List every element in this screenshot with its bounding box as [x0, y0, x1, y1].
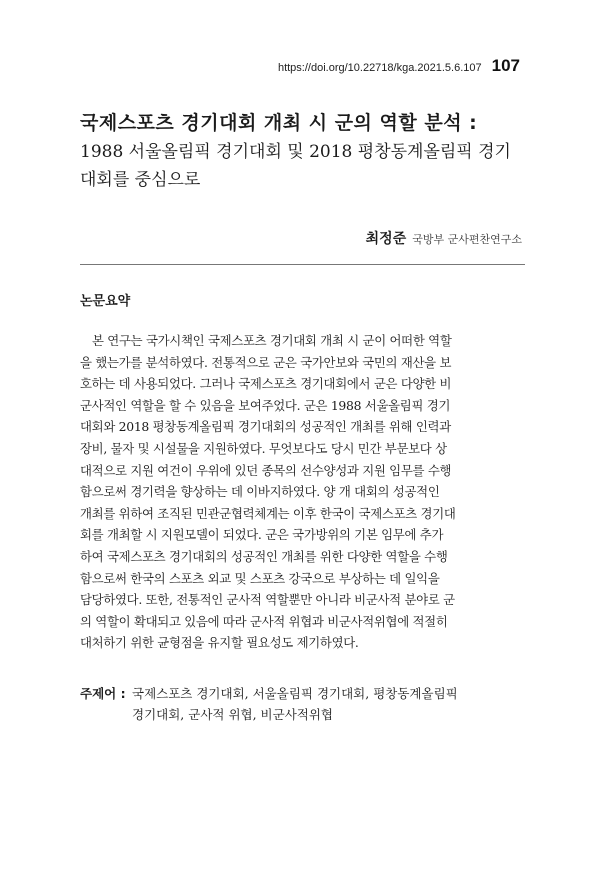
abstract-line: 본 연구는 국가시책인 국제스포츠 경기대회 개최 시 군이 어떠한 역할	[92, 333, 452, 348]
page-number: 107	[491, 56, 520, 75]
abstract-body	[80, 330, 530, 654]
abstract-line: 을 했는가를 분석하였다. 전통적으로 군은 국가안보와 국민의 재산을 보	[80, 354, 452, 370]
abstract-line: 대처하기 위한 균형점을 유지할 필요성도 제기하였다.	[80, 635, 359, 651]
title-subtitle-line: 대회를 중심으로	[80, 170, 201, 190]
abstract-line: 함으로써 경기력을 향상하는 데 이바지하였다. 양 개 대회의 성공적인	[80, 484, 440, 500]
title-main: 국제스포츠 경기대회 개최 시 군의 역할 분석 :	[80, 112, 478, 134]
author-line	[366, 228, 522, 248]
abstract-line: 대적으로 지원 여건이 우위에 있던 종목의 선수양성과 지원 임무를 수행	[80, 462, 452, 478]
abstract-line: 장비, 물자 및 시설물을 지원하였다. 무엇보다도 당시 민간 부문보다 상	[80, 440, 447, 456]
article-title	[80, 110, 530, 194]
abstract-line: 의 역할이 확대되고 있음에 따라 군사적 위협과 비군사적위협에 적절히	[80, 613, 448, 629]
title-subtitle-line: 1988 서울올림픽 경기대회 및 2018 평창동계올림픽 경기	[80, 142, 511, 162]
keywords-block	[80, 683, 530, 725]
keywords-line: 국제스포츠 경기대회, 서울올림픽 경기대회, 평창동계올림픽	[132, 686, 458, 701]
keywords-label: 주제어 :	[80, 686, 126, 701]
page-header	[278, 56, 520, 76]
author-affiliation: 국방부 군사편찬연구소	[412, 233, 522, 246]
abstract-line: 함으로써 한국의 스포츠 외교 및 스포츠 강국으로 부상하는 데 일익을	[80, 570, 440, 586]
abstract-line: 담당하였다. 또한, 전통적인 군사적 역할뿐만 아니라 비군사적 분야로 군	[80, 592, 455, 608]
abstract-heading: 논문요약	[80, 294, 131, 309]
section-divider	[80, 264, 525, 265]
abstract-line: 개최를 위하여 조직된 민관군협력체계는 이후 한국이 국제스포츠 경기대	[80, 505, 456, 521]
doi-link[interactable]: https://doi.org/10.22718/kga.2021.5.6.107	[277, 62, 482, 74]
abstract-line: 하여 국제스포츠 경기대회의 성공적인 개최를 위한 다양한 역할을 수행	[80, 548, 448, 564]
abstract-line: 군사적인 역할을 할 수 있음을 보여주었다. 군은 1988 서울올림픽 경기	[80, 397, 451, 413]
title-subtitle	[80, 138, 530, 194]
keywords-line: 경기대회, 군사적 위협, 비군사적위협	[132, 707, 333, 722]
keywords-list	[132, 683, 458, 725]
abstract-line: 대회와 2018 평창동계올림픽 경기대회의 성공적인 개최를 위해 인력과	[80, 419, 451, 435]
abstract-line: 호하는 데 사용되었다. 그러나 국제스포츠 경기대회에서 군은 다양한 비	[80, 376, 452, 392]
abstract-line: 회를 개최할 시 지원모델이 되었다. 군은 국가방위의 기본 임무에 추가	[80, 527, 444, 543]
author-name: 최정준	[365, 231, 407, 247]
